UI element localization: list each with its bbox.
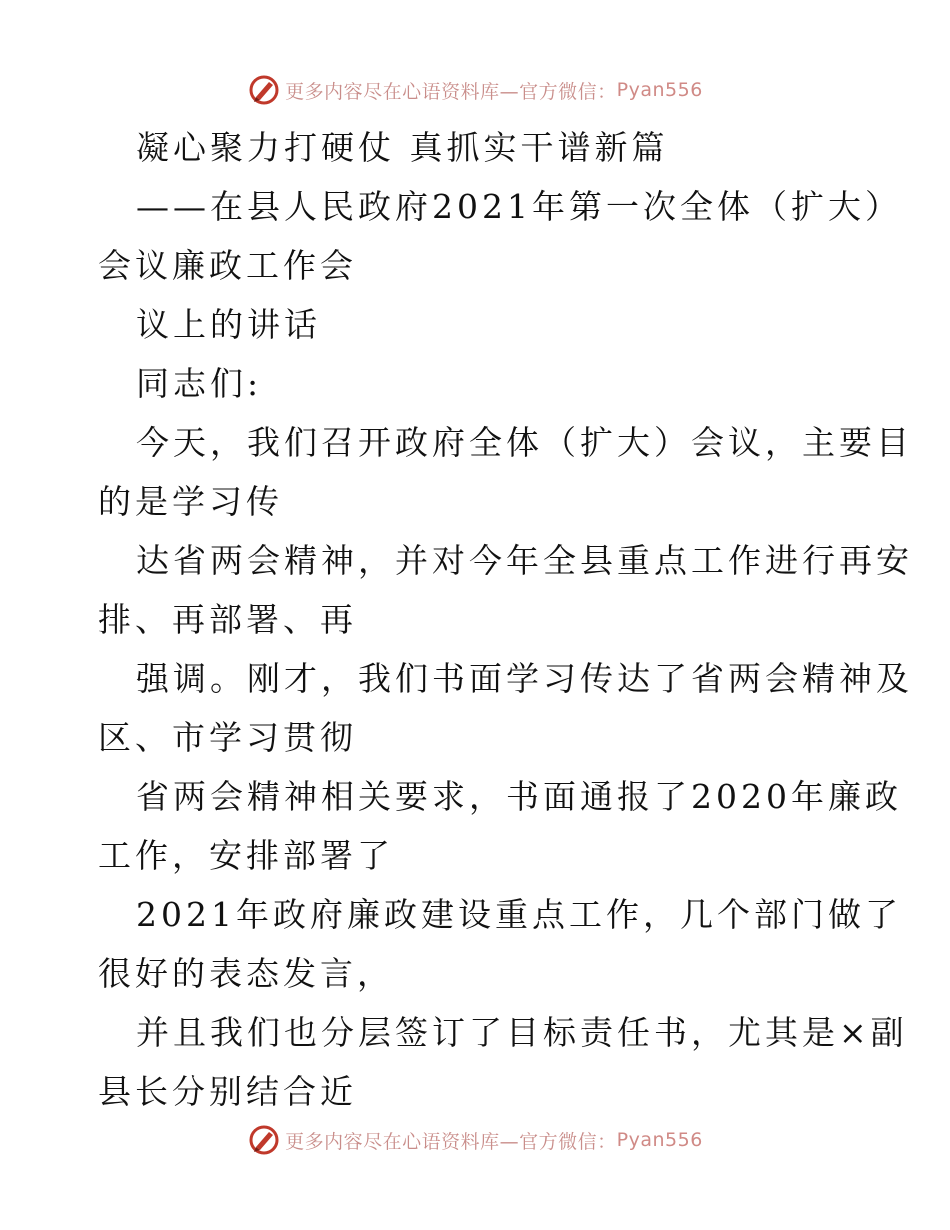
text-line: 并且我们也分层签订了目标责任书，尤其是×副 bbox=[136, 1013, 908, 1052]
banner-wechat-id: Pyan556 bbox=[616, 1129, 703, 1151]
pen-logo-icon bbox=[247, 73, 281, 107]
text-line: 工作，安排部署了 bbox=[98, 836, 394, 875]
text-line: 2021年政府廉政建设重点工作，几个部门做了 bbox=[136, 895, 902, 934]
text-line: 达省两会精神，并对今年全县重点工作进行再安 bbox=[136, 541, 913, 580]
text-line: 很好的表态发言， bbox=[98, 954, 394, 993]
text-line: 同志们: bbox=[136, 364, 263, 403]
text-line: 县长分别结合近 bbox=[98, 1072, 357, 1111]
pen-logo-icon bbox=[247, 1123, 281, 1157]
banner-text: 更多内容尽在心语资料库—官方微信： bbox=[285, 1130, 617, 1153]
text-line: 区、市学习贯彻 bbox=[98, 718, 357, 757]
document-body bbox=[98, 118, 913, 1121]
text-line: 凝心聚力打硬仗 真抓实干谱新篇 bbox=[136, 128, 669, 167]
footer-watermark-banner bbox=[0, 1120, 950, 1160]
text-line: 省两会精神相关要求，书面通报了2020年廉政 bbox=[136, 777, 902, 816]
text-line: 强调。刚才，我们书面学习传达了省两会精神及 bbox=[136, 659, 913, 698]
banner-text: 更多内容尽在心语资料库—官方微信： bbox=[285, 80, 617, 103]
text-line: 的是学习传 bbox=[98, 482, 283, 521]
text-line: 会议廉政工作会 bbox=[98, 246, 357, 285]
header-watermark-banner bbox=[0, 70, 950, 110]
text-line: ——在县人民政府2021年第一次全体（扩大） bbox=[136, 187, 902, 226]
text-line: 今天，我们召开政府全体（扩大）会议，主要目 bbox=[136, 423, 913, 462]
text-line: 议上的讲话 bbox=[136, 305, 321, 344]
banner-wechat-id: Pyan556 bbox=[616, 79, 703, 101]
text-line: 排、再部署、再 bbox=[98, 600, 357, 639]
